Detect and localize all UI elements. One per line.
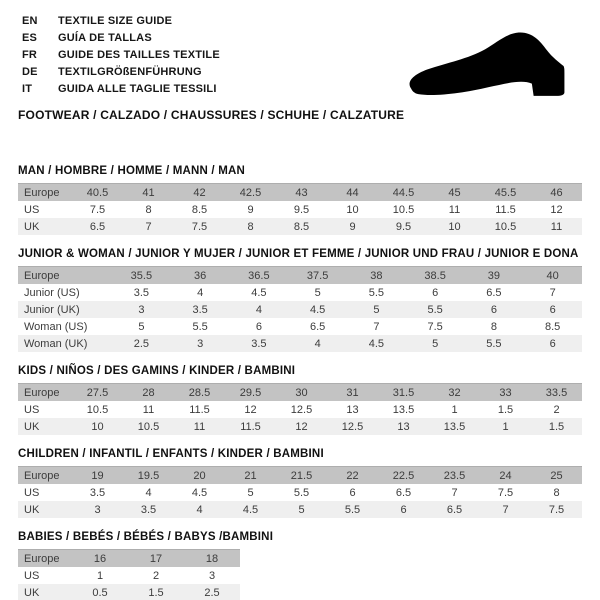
size-value: 4 [314,337,321,350]
size-value: 41 [142,186,155,199]
size-value: 8 [553,486,560,499]
size-value: 6 [255,320,262,333]
size-value: 21.5 [290,469,313,482]
size-value: 8 [247,220,254,233]
size-table [18,383,582,435]
size-value: 2 [152,569,160,582]
size-value: 5 [247,486,254,499]
size-value: 39 [487,269,500,282]
size-value: 10.5 [494,220,517,233]
size-value: 7 [145,220,152,233]
size-value: 7 [549,286,556,299]
table-row [18,567,240,584]
size-value: 19.5 [137,469,160,482]
size-value: 3.5 [133,286,150,299]
size-value: 3 [197,337,204,350]
size-section [18,365,582,435]
language-title: GUIDE DES TAILLES TEXTILE [58,48,220,61]
size-value: 33 [499,386,512,399]
size-value: 36 [194,269,207,282]
size-value: 32 [448,386,461,399]
size-section [18,448,582,518]
size-value: 5.5 [344,503,361,516]
size-value: 2 [553,403,560,416]
size-value: 28 [142,386,155,399]
size-value: 1 [96,569,104,582]
size-value: 7 [451,486,458,499]
row-label: Europe [24,386,60,399]
row-label: UK [24,503,40,516]
size-value: 6 [490,303,497,316]
section-title: BABIES / BEBÉS / BÉBÉS / BABYS /BAMBINI [18,531,274,543]
size-value: 3.5 [251,337,267,350]
language-row [22,46,220,63]
size-value: 12 [550,203,563,216]
size-value: 6 [400,503,407,516]
size-value: 4.5 [242,503,259,516]
size-value: 38.5 [424,269,446,282]
size-value: 10 [346,203,359,216]
size-value: 25 [550,469,563,482]
language-title: TEXTILGRÖßENFÜHRUNG [58,65,202,78]
size-value: 9 [247,203,254,216]
size-value: 7.5 [548,503,565,516]
size-section [18,165,582,235]
size-value: 12.5 [341,420,364,433]
table-row [18,201,582,218]
size-value: 22 [346,469,359,482]
size-value: 6 [549,337,556,350]
size-value: 1 [502,420,509,433]
size-value: 40 [546,269,559,282]
language-row [22,80,220,97]
size-value: 3 [208,569,216,582]
size-value: 45.5 [494,186,517,199]
size-value: 35.5 [130,269,153,282]
size-value: 33.5 [545,386,568,399]
size-value: 6.5 [446,503,463,516]
size-value: 27.5 [86,386,109,399]
row-label: UK [24,586,40,599]
row-label: Europe [24,269,60,282]
size-value: 7.5 [191,220,208,233]
table-row [18,550,240,568]
size-value: 6.5 [89,220,106,233]
size-value: 19 [91,469,104,482]
size-value: 1.5 [497,403,514,416]
size-value: 3 [138,303,145,316]
size-value: 18 [205,552,219,565]
table-row [18,384,582,402]
size-value: 4.5 [191,486,208,499]
size-value: 13.5 [443,420,466,433]
size-value: 4 [145,486,152,499]
size-value: 5 [138,320,145,333]
size-table [18,183,582,235]
language-code: EN [22,14,38,27]
language-code: FR [22,48,38,61]
size-value: 5.5 [486,337,502,350]
language-legend [22,12,220,97]
size-value: 11 [193,420,206,433]
size-value: 1.5 [148,586,164,599]
table-row [18,484,582,501]
size-section [18,531,582,600]
size-tables-container [18,165,582,600]
size-value: 4 [197,286,204,299]
language-row [22,29,220,46]
row-label: Junior (UK) [24,303,80,316]
language-title: GUÍA DE TALLAS [58,31,152,44]
row-label: Europe [24,552,60,565]
row-label: US [24,403,40,416]
size-value: 7.5 [497,486,514,499]
table-row [18,467,582,485]
size-value: 8.5 [191,203,208,216]
size-value: 17 [149,552,163,565]
language-title: TEXTILE SIZE GUIDE [58,14,173,27]
size-value: 11.5 [240,420,261,433]
size-value: 38 [370,269,383,282]
size-value: 4.5 [251,286,267,299]
size-value: 5 [298,503,305,516]
table-row [18,184,582,202]
dress-shoe-icon [393,22,588,110]
size-value: 5.5 [192,320,208,333]
size-value: 4 [255,303,262,316]
size-value: 6.5 [486,286,502,299]
size-value: 11 [142,403,155,416]
size-value: 4 [196,503,203,516]
size-value: 4.5 [368,337,385,350]
table-row [18,418,582,435]
size-value: 12.5 [290,403,313,416]
size-value: 8 [145,203,152,216]
row-label: Europe [24,469,60,482]
size-value: 11.5 [495,203,516,216]
size-value: 40.5 [86,186,109,199]
size-value: 1 [451,403,458,416]
size-value: 4.5 [309,303,326,316]
language-code: DE [22,65,38,78]
size-value: 2.5 [133,337,150,350]
category-title: FOOTWEAR / CALZADO / CHAUSSURES / SCHUHE / CALZATURE [18,108,405,122]
size-value: 5 [314,286,321,299]
size-value: 9.5 [293,203,310,216]
row-label: US [24,203,40,216]
section-title: JUNIOR & WOMAN / JUNIOR Y MUJER / JUNIOR ET FEMME / JUNIOR UND FRAU / JUNIOR E DONA [18,248,579,260]
size-value: 29.5 [239,386,262,399]
table-row [18,267,582,285]
size-value: 8 [490,320,497,333]
size-value: 45 [448,186,461,199]
size-value: 22.5 [392,469,415,482]
size-value: 42.5 [239,186,262,199]
size-value: 7 [373,320,380,333]
size-value: 10.5 [392,203,415,216]
size-section [18,248,582,352]
table-row [18,335,582,352]
size-value: 30 [295,386,308,399]
size-value: 6.5 [309,320,326,333]
size-value: 11 [550,220,563,233]
size-value: 12 [244,403,257,416]
size-value: 37.5 [306,269,329,282]
size-value: 5.5 [293,486,310,499]
table-row [18,501,582,518]
size-value: 10 [448,220,461,233]
table-row [18,218,582,235]
size-value: 5 [432,337,439,350]
table-row [18,301,582,318]
size-value: 11.5 [189,403,210,416]
table-row [18,284,582,301]
row-label: Junior (US) [24,286,80,299]
size-value: 10.5 [137,420,160,433]
size-value: 13 [397,420,410,433]
size-value: 12 [295,420,308,433]
size-value: 36.5 [248,269,270,282]
size-value: 6 [549,303,556,316]
size-value: 42 [193,186,206,199]
row-label: US [24,486,40,499]
language-title: GUIDA ALLE TAGLIE TESSILI [58,82,217,95]
size-value: 10 [91,420,104,433]
size-value: 24 [499,469,512,482]
size-value: 8.5 [544,320,561,333]
size-value: 0.5 [92,586,108,599]
size-value: 31 [346,386,359,399]
row-label: UK [24,420,40,433]
size-value: 13.5 [392,403,415,416]
section-title: MAN / HOMBRE / HOMME / MANN / MAN [18,165,246,177]
size-value: 6 [432,286,439,299]
table-row [18,318,582,335]
language-row [22,12,220,29]
size-value: 2.5 [204,586,220,599]
language-code: IT [22,82,33,95]
size-value: 7.5 [427,320,443,333]
size-value: 20 [193,469,206,482]
row-label: Europe [24,186,60,199]
size-value: 23.5 [443,469,466,482]
size-value: 28.5 [188,386,211,399]
size-value: 5.5 [427,303,443,316]
size-table [18,549,240,600]
size-value: 6 [349,486,356,499]
row-label: Woman (US) [24,320,88,333]
size-value: 21 [244,469,257,482]
size-value: 13 [346,403,359,416]
row-label: Woman (UK) [24,337,88,350]
size-value: 31.5 [392,386,415,399]
size-value: 44.5 [392,186,415,199]
size-value: 7 [502,503,509,516]
size-value: 9 [349,220,356,233]
section-title: CHILDREN / INFANTIL / ENFANTS / KINDER / BAMBINI [18,448,324,460]
table-row [18,401,582,418]
row-label: UK [24,220,40,233]
size-value: 3 [94,503,101,516]
size-value: 5.5 [368,286,385,299]
size-value: 1.5 [548,420,565,433]
size-table [18,466,582,518]
size-value: 3.5 [140,503,157,516]
size-value: 3.5 [89,486,106,499]
size-value: 10.5 [86,403,109,416]
language-row [22,63,220,80]
size-value: 46 [550,186,563,199]
table-row [18,584,240,600]
size-value: 8.5 [293,220,310,233]
row-label: US [24,569,40,582]
language-code: ES [22,31,38,44]
size-value: 9.5 [395,220,412,233]
size-value: 5 [373,303,380,316]
size-value: 44 [346,186,359,199]
size-value: 11 [448,203,461,216]
size-value: 7.5 [89,203,106,216]
size-value: 3.5 [192,303,208,316]
size-value: 6.5 [395,486,412,499]
section-title: KIDS / NIÑOS / DES GAMINS / KINDER / BAMBINI [18,365,296,377]
size-value: 16 [93,552,107,565]
size-value: 43 [295,186,308,199]
size-table [18,266,582,352]
